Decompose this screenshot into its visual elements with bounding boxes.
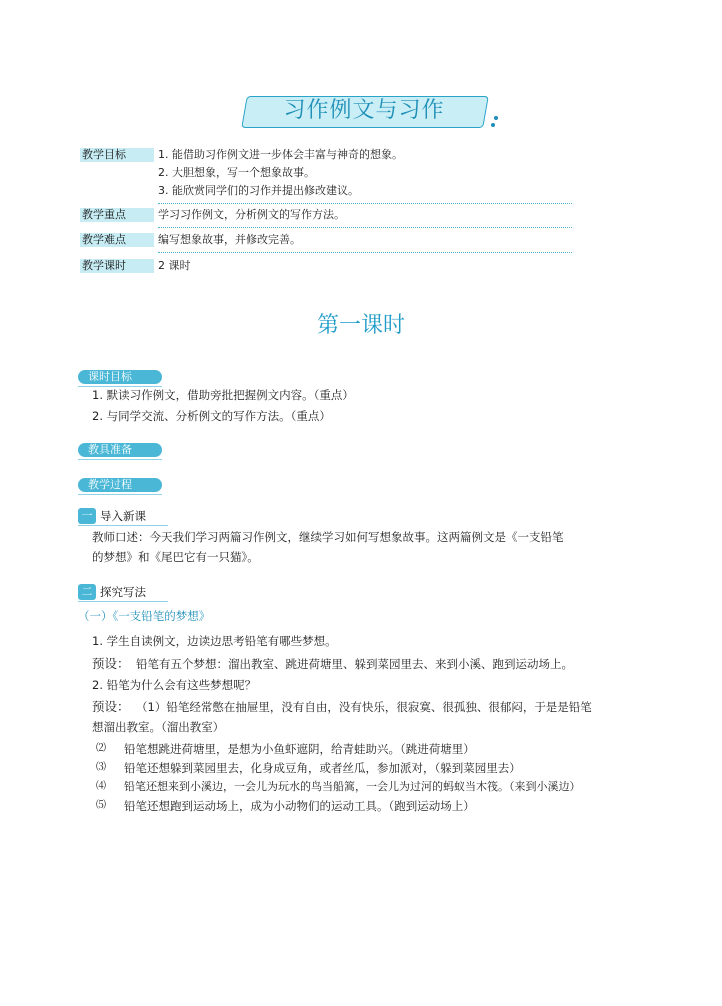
goal-3: 3. 能欣赏同学们的习作并提出修改建议。 <box>158 184 359 197</box>
answer-label: 预设： <box>92 656 130 671</box>
hours: 2 课时 <box>158 259 191 272</box>
item-number: ⑵ <box>96 743 106 754</box>
item-text: 铅笔想跳进荷塘里，是想为小鱼虾遮阴，给青蛙助兴。（跳进荷塘里） <box>124 742 475 756</box>
lesson-title: 第一课时 <box>316 313 405 338</box>
banner-dot <box>491 123 495 127</box>
answer-2-line: 想溜出教室。（溜出教室） <box>92 720 225 734</box>
difficulty-label: 教学难点 <box>80 233 154 247</box>
key-point: 学习习作例文，分析例文的写作方法。 <box>158 208 345 221</box>
section-text: 教师口述：今天我们学习两篇习作例文，继续学习如何写想象故事。这两篇例文是《一支铅笔 <box>92 530 564 544</box>
item-number: ⑸ <box>96 800 106 811</box>
hours-label: 教学课时 <box>80 259 154 273</box>
section-title: 探究写法 <box>100 585 146 599</box>
objectives-pill: 课时目标 <box>78 370 162 384</box>
question-2: 2. 铅笔为什么会有这些梦想呢？ <box>92 678 257 692</box>
question-1: 1. 学生自读例文，边读边思考铅笔有哪些梦想。 <box>92 634 337 648</box>
section-underline <box>78 601 168 602</box>
section-underline <box>78 525 168 526</box>
item-number: ⑷ <box>96 781 106 792</box>
difficulty: 编写想象故事，并修改完善。 <box>158 233 301 246</box>
section-number: 二 <box>78 584 96 600</box>
item-text: 铅笔还想来到小溪边，一会儿为玩水的鸟当船篙，一会儿为过河的蚂蚁当木筏。（来到小溪边） <box>124 780 581 793</box>
item-number: ⑶ <box>96 762 106 773</box>
goal-1: 1. 能借助习作例文进一步体会丰富与神奇的想象。 <box>158 148 403 161</box>
key-label: 教学重点 <box>80 208 154 222</box>
objective-2: 2. 与同学交流、分析例文的写作方法。（重点） <box>92 409 331 423</box>
answer-label: 预设： <box>92 699 130 714</box>
section-text: 的梦想》和《尾巴它有一只猫》。 <box>92 550 259 564</box>
section-number: 一 <box>78 508 96 524</box>
divider <box>158 203 572 204</box>
objective-1: 1. 默读习作例文，借助旁批把握例文内容。（重点） <box>92 388 354 402</box>
divider <box>158 252 572 253</box>
divider <box>158 227 572 228</box>
item-text: 铅笔还想躲到菜园里去，化身成豆角，或者丝瓜，参加派对，（躲到菜园里去） <box>124 761 521 775</box>
prep-pill: 教具准备 <box>78 443 162 457</box>
pill-underline <box>78 494 162 495</box>
section-title: 导入新课 <box>100 509 146 523</box>
goal-2: 2. 大胆想象，写一个想象故事。 <box>158 166 315 179</box>
banner-dot <box>494 116 498 120</box>
pill-underline <box>78 459 162 460</box>
goal-label: 教学目标 <box>80 148 154 162</box>
answer-1: 铅笔有五个梦想：溜出教室、跳进荷塘里、躲到菜园里去、来到小溪、跑到运动场上。 <box>136 657 573 671</box>
item-text: 铅笔还想跑到运动场上，成为小动物们的运动工具。（跑到运动场上） <box>124 799 475 813</box>
process-pill: 教学过程 <box>78 478 162 492</box>
answer-2-line: （1）铅笔经常憋在抽屉里，没有自由，没有快乐，很寂寞、很孤独、很郁闷，于是是铅笔 <box>136 700 592 714</box>
sub-heading: （一）《一支铅笔的梦想》 <box>78 609 211 623</box>
page-title: 习作例文与习作 <box>283 98 445 123</box>
